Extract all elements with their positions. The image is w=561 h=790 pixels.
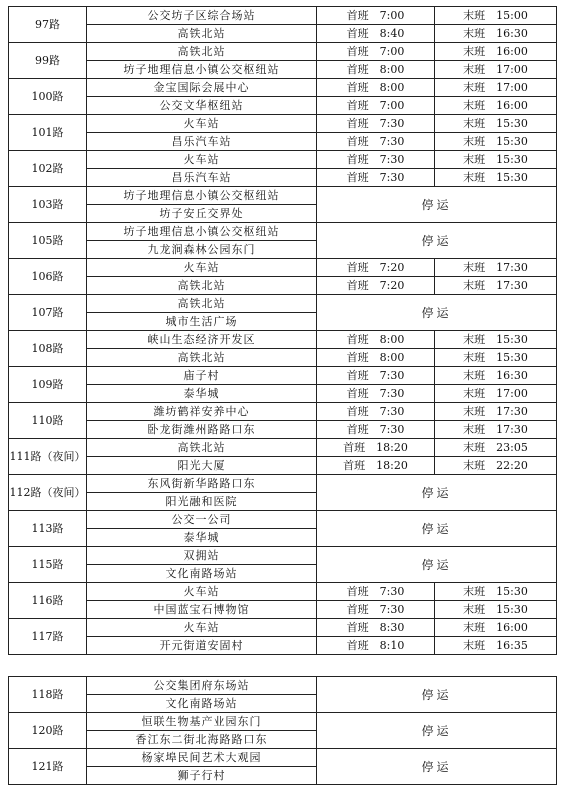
first-departure: 首班 8:10 [317,637,435,655]
stop-name: 开元街道安固村 [87,637,317,655]
route-number: 116路 [9,583,87,619]
last-departure: 末班 16:00 [435,619,557,637]
first-departure: 首班 8:00 [317,61,435,79]
route-number: 103路 [9,187,87,223]
route-number: 111路（夜间） [9,439,87,475]
table-row [9,749,557,767]
last-departure: 末班 15:30 [435,601,557,619]
bus-schedule-body [9,7,557,655]
table-row [9,331,557,349]
last-departure: 末班 15:30 [435,349,557,367]
stop-name: 坊子地理信息小镇公交枢纽站 [87,61,317,79]
first-departure: 首班 7:20 [317,277,435,295]
stop-name: 狮子行村 [87,767,317,785]
table-row [9,277,557,295]
last-departure: 末班 15:30 [435,583,557,601]
table-row [9,583,557,601]
last-departure: 末班 16:30 [435,367,557,385]
stop-name: 杨家埠民间艺术大观园 [87,749,317,767]
route-number: 109路 [9,367,87,403]
service-status: 停运 [317,475,557,511]
table-row [9,133,557,151]
service-status: 停运 [317,223,557,259]
first-departure: 首班 8:40 [317,25,435,43]
table-row [9,403,557,421]
last-departure: 末班 15:30 [435,133,557,151]
route-number: 117路 [9,619,87,655]
table-row [9,79,557,97]
route-number: 121路 [9,749,87,785]
table-row [9,601,557,619]
stop-name: 香江东二街北海路路口东 [87,731,317,749]
table-row [9,637,557,655]
route-number: 97路 [9,7,87,43]
last-departure: 末班 23:05 [435,439,557,457]
table-row [9,439,557,457]
stop-name: 泰华城 [87,529,317,547]
route-number: 112路（夜间） [9,475,87,511]
route-number: 115路 [9,547,87,583]
table-row [9,511,557,529]
table-row [9,115,557,133]
service-status: 停运 [317,547,557,583]
first-departure: 首班 8:00 [317,349,435,367]
table-row [9,187,557,205]
stop-name: 昌乐汽车站 [87,169,317,187]
route-number: 107路 [9,295,87,331]
first-departure: 首班 7:30 [317,403,435,421]
stop-name: 坊子安丘交界处 [87,205,317,223]
table-row [9,43,557,61]
last-departure: 末班 16:00 [435,43,557,61]
stop-name: 庙子村 [87,367,317,385]
first-departure: 首班 7:20 [317,259,435,277]
stop-name: 火车站 [87,619,317,637]
last-departure: 末班 17:30 [435,259,557,277]
first-departure: 首班 8:00 [317,331,435,349]
first-departure: 首班 7:00 [317,7,435,25]
route-number: 102路 [9,151,87,187]
bus-schedule-body-continued [9,677,557,785]
stop-name: 东风街新华路路口东 [87,475,317,493]
first-departure: 首班 7:00 [317,97,435,115]
last-departure: 末班 22:20 [435,457,557,475]
first-departure: 首班 8:00 [317,79,435,97]
first-departure: 首班 7:30 [317,133,435,151]
stop-name: 昌乐汽车站 [87,133,317,151]
first-departure: 首班 7:30 [317,115,435,133]
stop-name: 九龙涧森林公园东门 [87,241,317,259]
table-row [9,385,557,403]
table-row [9,151,557,169]
service-status: 停运 [317,749,557,785]
table-row [9,259,557,277]
stop-name: 火车站 [87,151,317,169]
table-row [9,619,557,637]
stop-name: 公交坊子区综合场站 [87,7,317,25]
last-departure: 末班 17:30 [435,403,557,421]
stop-name: 高铁北站 [87,439,317,457]
table-row [9,169,557,187]
last-departure: 末班 15:30 [435,169,557,187]
table-row [9,349,557,367]
last-departure: 末班 15:30 [435,331,557,349]
route-number: 108路 [9,331,87,367]
table-row [9,7,557,25]
stop-name: 潍坊鹤祥安养中心 [87,403,317,421]
first-departure: 首班 7:30 [317,169,435,187]
first-departure: 首班 18:20 [317,439,435,457]
first-departure: 首班 7:30 [317,151,435,169]
stop-name: 文化南路场站 [87,565,317,583]
stop-name: 卧龙街潍州路路口东 [87,421,317,439]
last-departure: 末班 17:00 [435,61,557,79]
stop-name: 城市生活广场 [87,313,317,331]
table-row [9,421,557,439]
table-row [9,295,557,313]
last-departure: 末班 15:30 [435,151,557,169]
route-number: 110路 [9,403,87,439]
stop-name: 金宝国际会展中心 [87,79,317,97]
last-departure: 末班 15:00 [435,7,557,25]
service-status: 停运 [317,677,557,713]
table-row [9,367,557,385]
service-status: 停运 [317,511,557,547]
stop-name: 峡山生态经济开发区 [87,331,317,349]
stop-name: 公交一公司 [87,511,317,529]
stop-name: 恒联生物基产业园东门 [87,713,317,731]
table-row [9,475,557,493]
table-row [9,61,557,79]
table-row [9,547,557,565]
first-departure: 首班 7:30 [317,421,435,439]
first-departure: 首班 7:30 [317,385,435,403]
bus-schedule-table [8,6,557,655]
route-number: 118路 [9,677,87,713]
last-departure: 末班 17:30 [435,277,557,295]
route-number: 101路 [9,115,87,151]
table-row [9,457,557,475]
stop-name: 公交集团府东场站 [87,677,317,695]
last-departure: 末班 17:00 [435,385,557,403]
route-number: 100路 [9,79,87,115]
first-departure: 首班 7:30 [317,367,435,385]
stop-name: 高铁北站 [87,349,317,367]
last-departure: 末班 17:30 [435,421,557,439]
stop-name: 高铁北站 [87,295,317,313]
last-departure: 末班 16:00 [435,97,557,115]
stop-name: 坊子地理信息小镇公交枢纽站 [87,187,317,205]
service-status: 停运 [317,713,557,749]
last-departure: 末班 17:00 [435,79,557,97]
first-departure: 首班 7:00 [317,43,435,61]
last-departure: 末班 16:35 [435,637,557,655]
stop-name: 火车站 [87,583,317,601]
table-row [9,25,557,43]
stop-name: 中国蓝宝石博物馆 [87,601,317,619]
table-row [9,713,557,731]
route-number: 105路 [9,223,87,259]
route-number: 120路 [9,713,87,749]
first-departure: 首班 18:20 [317,457,435,475]
stop-name: 阳光大厦 [87,457,317,475]
stop-name: 坊子地理信息小镇公交枢纽站 [87,223,317,241]
stop-name: 阳光融和医院 [87,493,317,511]
route-number: 113路 [9,511,87,547]
first-departure: 首班 7:30 [317,583,435,601]
stop-name: 高铁北站 [87,25,317,43]
stop-name: 高铁北站 [87,277,317,295]
service-status: 停运 [317,295,557,331]
stop-name: 火车站 [87,259,317,277]
stop-name: 双拥站 [87,547,317,565]
table-row [9,677,557,695]
stop-name: 泰华城 [87,385,317,403]
stop-name: 文化南路场站 [87,695,317,713]
last-departure: 末班 15:30 [435,115,557,133]
table-row [9,97,557,115]
stop-name: 火车站 [87,115,317,133]
service-status: 停运 [317,187,557,223]
last-departure: 末班 16:30 [435,25,557,43]
stop-name: 高铁北站 [87,43,317,61]
stop-name: 公交文华枢纽站 [87,97,317,115]
bus-schedule-table-continued [8,676,557,785]
first-departure: 首班 7:30 [317,601,435,619]
route-number: 99路 [9,43,87,79]
route-number: 106路 [9,259,87,295]
first-departure: 首班 8:30 [317,619,435,637]
table-row [9,223,557,241]
